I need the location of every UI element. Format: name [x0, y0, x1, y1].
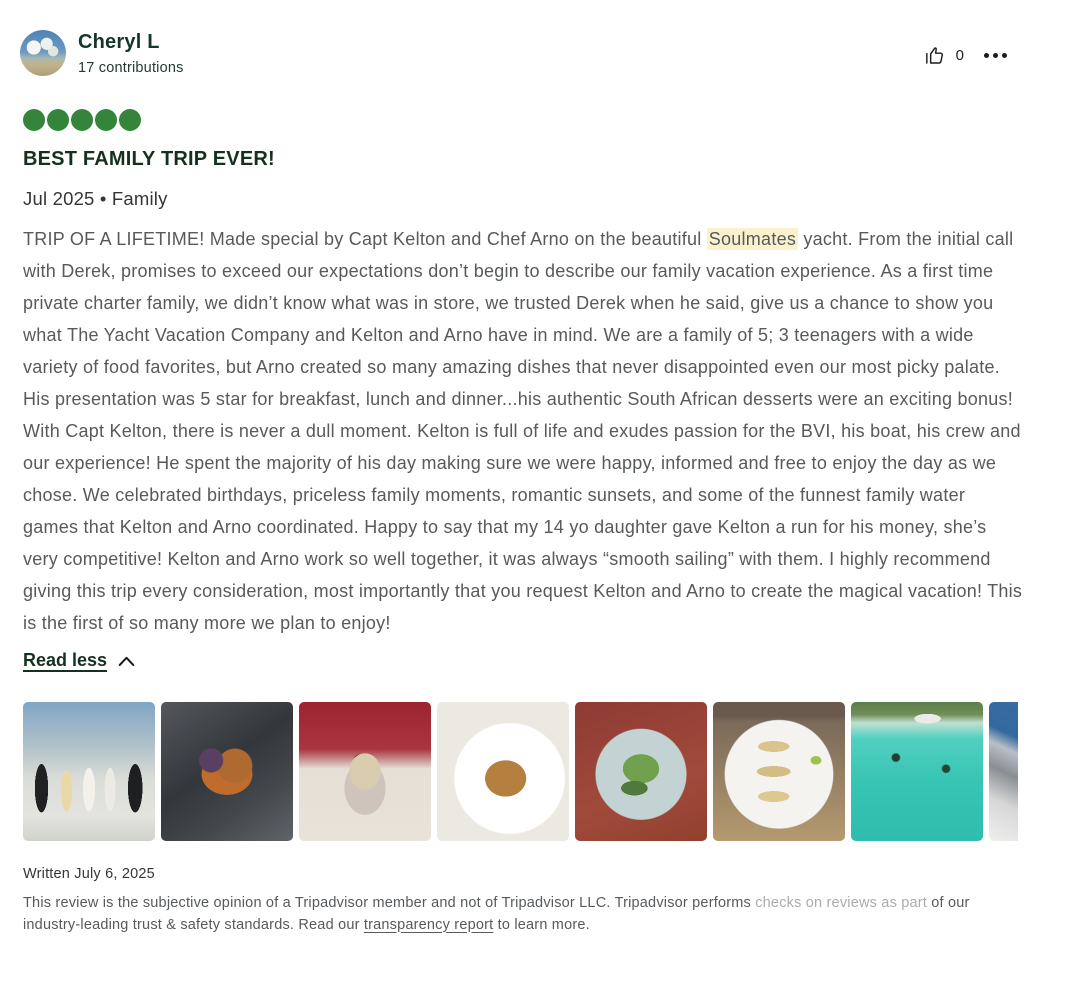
rating-bubble — [47, 109, 69, 131]
helpful-button[interactable] — [923, 44, 964, 67]
rating-bubble — [23, 109, 45, 131]
body-text-segment: yacht. From the initial call with Derek, promises to exceed our expectations don’t begin to describe our family vacation experience. As a first time private charter family, we didn’t know what was in store, we trusted Derek when he said, give us a chance to show you what The Yacht Vacation Company and Kelton and Arno have in mind. We are a family of 5; 3 teenagers with a wide variety of food favorites, but Arno created so many amazing dishes that never disappointed even our most picky palate. His presentation was 5 star for breakfast, lunch and dinner...his authentic South African desserts were an exciting bonus! With Capt Kelton, there is never a dull moment. Kelton is full of life and exudes passion for the BVI, his boat, his crew and our experience! He spent the majority of his day making sure we were happy, informed and free to enjoy the day as we chose. We celebrated birthdays, priceless family moments, romantic sunsets, and some of the funnest family water games that Kelton and Arno coordinated. Happy to say that my 14 yo daughter gave Kelton a run for his money, she’s very competitive! Kelton and Arno work so well together, it was always “smooth sailing” with them. I highly recommend giving this trip every consideration, most importantly that you request Kelton and Arno to create the magical vacation! This is the first of so many more we plan to enjoy! — [23, 229, 1023, 633]
review-photo-chocolate-chip-dessert[interactable] — [299, 702, 431, 841]
avatar[interactable] — [20, 30, 66, 76]
review-photo-tacos-plate[interactable] — [713, 702, 845, 841]
reviewer-identity — [78, 31, 184, 76]
read-less-label: Read less — [23, 650, 108, 670]
reviewer-contributions: 17 contributions — [78, 59, 184, 76]
disclaimer-text-segment: to learn more. — [493, 916, 590, 933]
review-date-context: Jul 2025 • Family — [23, 188, 168, 209]
rating-bubble — [119, 109, 141, 131]
disclaimer-faded-text: checks on reviews as part — [755, 895, 928, 911]
photo-strip — [23, 702, 1018, 841]
disclaimer-text-segment: This review is the subjective opinion of a Tripadvisor member and not of Tripadvisor LLC. Tripadvisor performs — [23, 895, 756, 911]
disclaimer-text-segment: of our industry-leading trust & safety standards. Read our — [23, 895, 970, 933]
rating-bubble — [71, 109, 93, 131]
rating-bubbles — [23, 109, 1043, 131]
review-photo-yacht-bow-partial[interactable] — [989, 702, 1018, 841]
review-photo-family-group-on-yacht[interactable] — [23, 702, 155, 841]
ellipsis-icon — [984, 53, 989, 58]
more-options-button[interactable] — [984, 49, 1007, 62]
review-photo-turquoise-bay-swimmers[interactable] — [851, 702, 983, 841]
review-photo-salad-plate[interactable] — [575, 702, 707, 841]
transparency-report-link[interactable]: transparency report — [363, 916, 494, 933]
review-photo-pasta-plate[interactable] — [437, 702, 569, 841]
chevron-up-icon — [117, 654, 136, 668]
reviewer-name[interactable]: Cheryl L — [78, 30, 160, 53]
review-header — [23, 0, 1043, 76]
body-text-segment: TRIP OF A LIFETIME! Made special by Capt Kelton and Chef Arno on the beautiful — [23, 229, 707, 249]
disclaimer — [23, 893, 1028, 936]
read-less-link[interactable] — [23, 650, 136, 671]
review-body — [23, 223, 1023, 639]
written-date: Written July 6, 2025 — [23, 866, 155, 882]
helpful-count: 0 — [955, 47, 964, 64]
rating-bubble — [95, 109, 117, 131]
review-actions — [923, 30, 1043, 67]
reviewer-info — [20, 30, 184, 76]
review-card — [23, 0, 1043, 936]
highlighted-term: Soulmates — [708, 229, 797, 249]
review-photo-chicken-dish-dark-plate[interactable] — [161, 702, 293, 841]
thumbs-up-icon — [923, 44, 946, 67]
review-title: BEST FAMILY TRIP EVER! — [23, 148, 275, 170]
